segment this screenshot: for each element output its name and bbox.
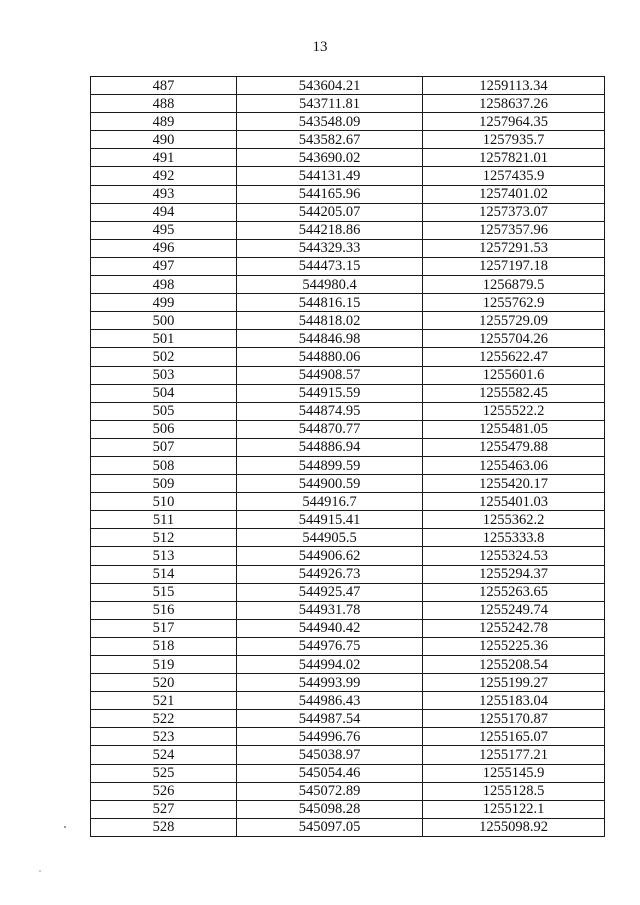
table-row [91, 348, 605, 366]
point-number-cell: 502 [91, 348, 237, 366]
coordinates-table-body [91, 77, 605, 837]
y-coordinate-cell: 1255098.92 [423, 818, 605, 836]
y-coordinate-cell: 1255762.9 [423, 294, 605, 312]
point-number-cell: 523 [91, 728, 237, 746]
point-number-cell: 515 [91, 583, 237, 601]
point-number-cell: 499 [91, 294, 237, 312]
table-row [91, 257, 605, 275]
point-number-cell: 518 [91, 637, 237, 655]
y-coordinate-cell: 1255324.53 [423, 547, 605, 565]
point-number-cell: 505 [91, 402, 237, 420]
point-number-cell: 512 [91, 529, 237, 547]
point-number-cell: 514 [91, 565, 237, 583]
x-coordinate-cell: 544846.98 [237, 330, 423, 348]
point-number-cell: 501 [91, 330, 237, 348]
x-coordinate-cell: 544874.95 [237, 402, 423, 420]
x-coordinate-cell: 543690.02 [237, 149, 423, 167]
y-coordinate-cell: 1255208.54 [423, 656, 605, 674]
x-coordinate-cell: 544994.02 [237, 656, 423, 674]
y-coordinate-cell: 1255522.2 [423, 402, 605, 420]
table-row [91, 438, 605, 456]
table-row [91, 113, 605, 131]
table-row [91, 420, 605, 438]
x-coordinate-cell: 544205.07 [237, 203, 423, 221]
table-row [91, 167, 605, 185]
table-row [91, 185, 605, 203]
point-number-cell: 526 [91, 782, 237, 800]
scan-speck [64, 826, 66, 828]
x-coordinate-cell: 543604.21 [237, 77, 423, 95]
x-coordinate-cell: 544816.15 [237, 294, 423, 312]
y-coordinate-cell: 1257197.18 [423, 257, 605, 275]
y-coordinate-cell: 1255704.26 [423, 330, 605, 348]
table-row [91, 384, 605, 402]
table-row [91, 402, 605, 420]
table-row [91, 619, 605, 637]
x-coordinate-cell: 544880.06 [237, 348, 423, 366]
table-row [91, 692, 605, 710]
y-coordinate-cell: 1255177.21 [423, 746, 605, 764]
y-coordinate-cell: 1258637.26 [423, 95, 605, 113]
x-coordinate-cell: 544915.59 [237, 384, 423, 402]
table-row [91, 239, 605, 257]
point-number-cell: 489 [91, 113, 237, 131]
x-coordinate-cell: 545098.28 [237, 800, 423, 818]
coordinates-table [90, 76, 605, 837]
table-row [91, 203, 605, 221]
y-coordinate-cell: 1257435.9 [423, 167, 605, 185]
x-coordinate-cell: 544931.78 [237, 601, 423, 619]
table-row [91, 276, 605, 294]
point-number-cell: 491 [91, 149, 237, 167]
x-coordinate-cell: 543582.67 [237, 131, 423, 149]
table-row [91, 95, 605, 113]
point-number-cell: 494 [91, 203, 237, 221]
y-coordinate-cell: 1257401.02 [423, 185, 605, 203]
table-row [91, 149, 605, 167]
point-number-cell: 492 [91, 167, 237, 185]
y-coordinate-cell: 1255249.74 [423, 601, 605, 619]
point-number-cell: 513 [91, 547, 237, 565]
y-coordinate-cell: 1255199.27 [423, 674, 605, 692]
table-row [91, 366, 605, 384]
y-coordinate-cell: 1257357.96 [423, 221, 605, 239]
table-row [91, 77, 605, 95]
x-coordinate-cell: 544993.99 [237, 674, 423, 692]
x-coordinate-cell: 544976.75 [237, 637, 423, 655]
table-row [91, 547, 605, 565]
x-coordinate-cell: 544900.59 [237, 475, 423, 493]
table-row [91, 456, 605, 474]
point-number-cell: 528 [91, 818, 237, 836]
y-coordinate-cell: 1255294.37 [423, 565, 605, 583]
x-coordinate-cell: 544870.77 [237, 420, 423, 438]
table-row [91, 656, 605, 674]
point-number-cell: 493 [91, 185, 237, 203]
table-row [91, 674, 605, 692]
point-number-cell: 497 [91, 257, 237, 275]
y-coordinate-cell: 1255242.78 [423, 619, 605, 637]
x-coordinate-cell: 544818.02 [237, 312, 423, 330]
x-coordinate-cell: 544899.59 [237, 456, 423, 474]
table-row [91, 746, 605, 764]
y-coordinate-cell: 1255165.07 [423, 728, 605, 746]
table-row [91, 601, 605, 619]
x-coordinate-cell: 544986.43 [237, 692, 423, 710]
table-row [91, 312, 605, 330]
point-number-cell: 509 [91, 475, 237, 493]
point-number-cell: 495 [91, 221, 237, 239]
x-coordinate-cell: 544218.86 [237, 221, 423, 239]
x-coordinate-cell: 545038.97 [237, 746, 423, 764]
x-coordinate-cell: 544925.47 [237, 583, 423, 601]
y-coordinate-cell: 1255481.05 [423, 420, 605, 438]
x-coordinate-cell: 545097.05 [237, 818, 423, 836]
point-number-cell: 522 [91, 710, 237, 728]
page-number: 13 [312, 39, 328, 55]
table-row [91, 637, 605, 655]
point-number-cell: 500 [91, 312, 237, 330]
y-coordinate-cell: 1255479.88 [423, 438, 605, 456]
point-number-cell: 519 [91, 656, 237, 674]
y-coordinate-cell: 1255145.9 [423, 764, 605, 782]
y-coordinate-cell: 1255420.17 [423, 475, 605, 493]
y-coordinate-cell: 1255622.47 [423, 348, 605, 366]
point-number-cell: 516 [91, 601, 237, 619]
x-coordinate-cell: 544131.49 [237, 167, 423, 185]
point-number-cell: 506 [91, 420, 237, 438]
y-coordinate-cell: 1257291.53 [423, 239, 605, 257]
x-coordinate-cell: 544926.73 [237, 565, 423, 583]
table-row [91, 565, 605, 583]
y-coordinate-cell: 1255333.8 [423, 529, 605, 547]
point-number-cell: 511 [91, 511, 237, 529]
y-coordinate-cell: 1256879.5 [423, 276, 605, 294]
table-row [91, 782, 605, 800]
point-number-cell: 504 [91, 384, 237, 402]
point-number-cell: 521 [91, 692, 237, 710]
point-number-cell: 503 [91, 366, 237, 384]
table-row [91, 294, 605, 312]
x-coordinate-cell: 544165.96 [237, 185, 423, 203]
x-coordinate-cell: 544916.7 [237, 493, 423, 511]
table-row [91, 475, 605, 493]
point-number-cell: 510 [91, 493, 237, 511]
table-row [91, 728, 605, 746]
point-number-cell: 496 [91, 239, 237, 257]
x-coordinate-cell: 544940.42 [237, 619, 423, 637]
y-coordinate-cell: 1255263.65 [423, 583, 605, 601]
x-coordinate-cell: 544908.57 [237, 366, 423, 384]
point-number-cell: 520 [91, 674, 237, 692]
y-coordinate-cell: 1257821.01 [423, 149, 605, 167]
x-coordinate-cell: 544329.33 [237, 239, 423, 257]
y-coordinate-cell: 1255463.06 [423, 456, 605, 474]
table-row [91, 131, 605, 149]
y-coordinate-cell: 1257964.35 [423, 113, 605, 131]
point-number-cell: 508 [91, 456, 237, 474]
point-number-cell: 524 [91, 746, 237, 764]
table-row [91, 800, 605, 818]
point-number-cell: 487 [91, 77, 237, 95]
table-row [91, 511, 605, 529]
y-coordinate-cell: 1255122.1 [423, 800, 605, 818]
table-row [91, 583, 605, 601]
y-coordinate-cell: 1257373.07 [423, 203, 605, 221]
point-number-cell: 507 [91, 438, 237, 456]
point-number-cell: 490 [91, 131, 237, 149]
point-number-cell: 498 [91, 276, 237, 294]
y-coordinate-cell: 1255601.6 [423, 366, 605, 384]
x-coordinate-cell: 544906.62 [237, 547, 423, 565]
x-coordinate-cell: 544980.4 [237, 276, 423, 294]
x-coordinate-cell: 543711.81 [237, 95, 423, 113]
table-row [91, 221, 605, 239]
table-row [91, 818, 605, 836]
x-coordinate-cell: 544905.5 [237, 529, 423, 547]
x-coordinate-cell: 545072.89 [237, 782, 423, 800]
point-number-cell: 488 [91, 95, 237, 113]
y-coordinate-cell: 1255729.09 [423, 312, 605, 330]
y-coordinate-cell: 1255401.03 [423, 493, 605, 511]
y-coordinate-cell: 1257935.7 [423, 131, 605, 149]
y-coordinate-cell: 1255362.2 [423, 511, 605, 529]
y-coordinate-cell: 1255183.04 [423, 692, 605, 710]
x-coordinate-cell: 544886.94 [237, 438, 423, 456]
point-number-cell: 527 [91, 800, 237, 818]
point-number-cell: 517 [91, 619, 237, 637]
x-coordinate-cell: 545054.46 [237, 764, 423, 782]
y-coordinate-cell: 1255225.36 [423, 637, 605, 655]
x-coordinate-cell: 544987.54 [237, 710, 423, 728]
x-coordinate-cell: 544915.41 [237, 511, 423, 529]
x-coordinate-cell: 544996.76 [237, 728, 423, 746]
y-coordinate-cell: 1255582.45 [423, 384, 605, 402]
table-row [91, 764, 605, 782]
y-coordinate-cell: 1255128.5 [423, 782, 605, 800]
table-row [91, 710, 605, 728]
table-row [91, 493, 605, 511]
x-coordinate-cell: 543548.09 [237, 113, 423, 131]
scan-speck [39, 870, 41, 872]
table-row [91, 330, 605, 348]
point-number-cell: 525 [91, 764, 237, 782]
x-coordinate-cell: 544473.15 [237, 257, 423, 275]
table-row [91, 529, 605, 547]
y-coordinate-cell: 1255170.87 [423, 710, 605, 728]
y-coordinate-cell: 1259113.34 [423, 77, 605, 95]
